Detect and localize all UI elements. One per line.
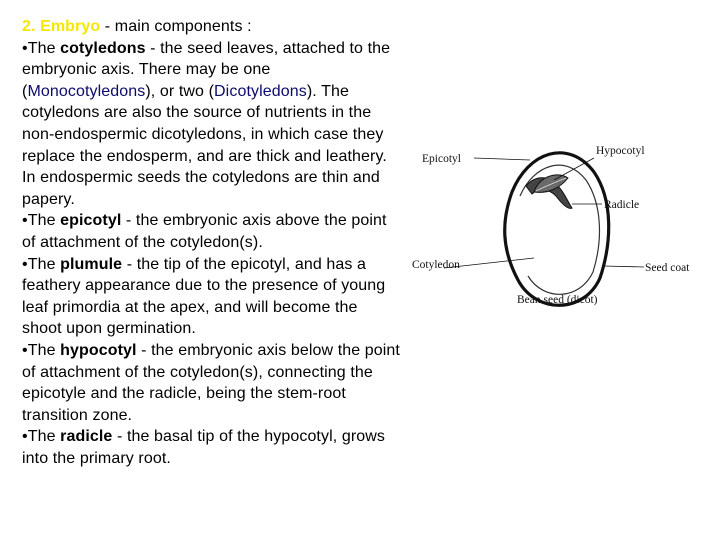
- bullet: •The: [22, 39, 61, 57]
- label-caption: Bean seed (dicot): [517, 294, 598, 306]
- bullet: •The: [22, 255, 61, 273]
- cotyledons-text-2: ), or two (: [145, 82, 215, 100]
- bullet: •The: [22, 428, 61, 446]
- bean-seed-svg: [408, 130, 708, 320]
- term-dicotyledons: Dicotyledons: [214, 82, 307, 100]
- bullet: •The: [22, 341, 61, 359]
- cotyledons-point: [22, 38, 400, 211]
- term-hypocotyl: hypocotyl: [60, 341, 137, 359]
- epicotyl-text: - the embryonic axis above the point of attachment of the cotyledon(s).: [22, 212, 387, 251]
- epicotyl-point: [22, 210, 400, 253]
- radicle-text: - the basal tip of the hypocotyl, grows into the primary root.: [22, 428, 386, 467]
- term-epicotyl: epicotyl: [60, 212, 122, 230]
- term-cotyledons: cotyledons: [60, 39, 146, 57]
- label-cotyledon: Cotyledon: [412, 259, 460, 271]
- bullet: •The: [22, 212, 61, 230]
- seed-coat-leader: [604, 266, 644, 267]
- epicotyl-leader: [474, 158, 530, 160]
- plumule-text: - the tip of the epicotyl, and has a feathery appearance due to the presence of young leaf primordia at the apex, and will become the shoot upon germination.: [22, 255, 386, 338]
- text-block: [22, 16, 400, 469]
- heading-label: 2. Embryo: [22, 18, 101, 35]
- heading-rest: - main components :: [100, 18, 252, 35]
- term-plumule: plumule: [60, 255, 123, 273]
- hypocotyl-point: [22, 340, 400, 426]
- bean-seed-diagram: [408, 130, 708, 320]
- hypocotyl-text: - the embryonic axis below the point of attachment of the cotyledon(s), connecting the epicotyle and the radicle, being the stem-root transition zone.: [22, 341, 400, 424]
- label-epicotyl: Epicotyl: [422, 153, 461, 165]
- cotyledons-text-1: - the seed leaves, attached to the embryonic axis. There may be one (: [22, 39, 391, 100]
- label-radicle: Radicle: [604, 199, 640, 211]
- label-hypocotyl: Hypocotyl: [596, 145, 645, 157]
- cotyledons-text-3: ). The cotyledons are also the source of nutrients in the non-endospermic dicotyledons, in which case they replace the endosperm, and are thick and leathery. In endospermic seeds the cotyledons are thin and papery.: [22, 82, 387, 208]
- heading-line: [22, 16, 400, 38]
- radicle-point: [22, 426, 400, 469]
- plumule-point: [22, 254, 400, 340]
- label-seed-coat: Seed coat: [645, 262, 690, 274]
- term-monocotyledons: Monocotyledons: [27, 82, 146, 100]
- term-radicle: radicle: [60, 428, 113, 446]
